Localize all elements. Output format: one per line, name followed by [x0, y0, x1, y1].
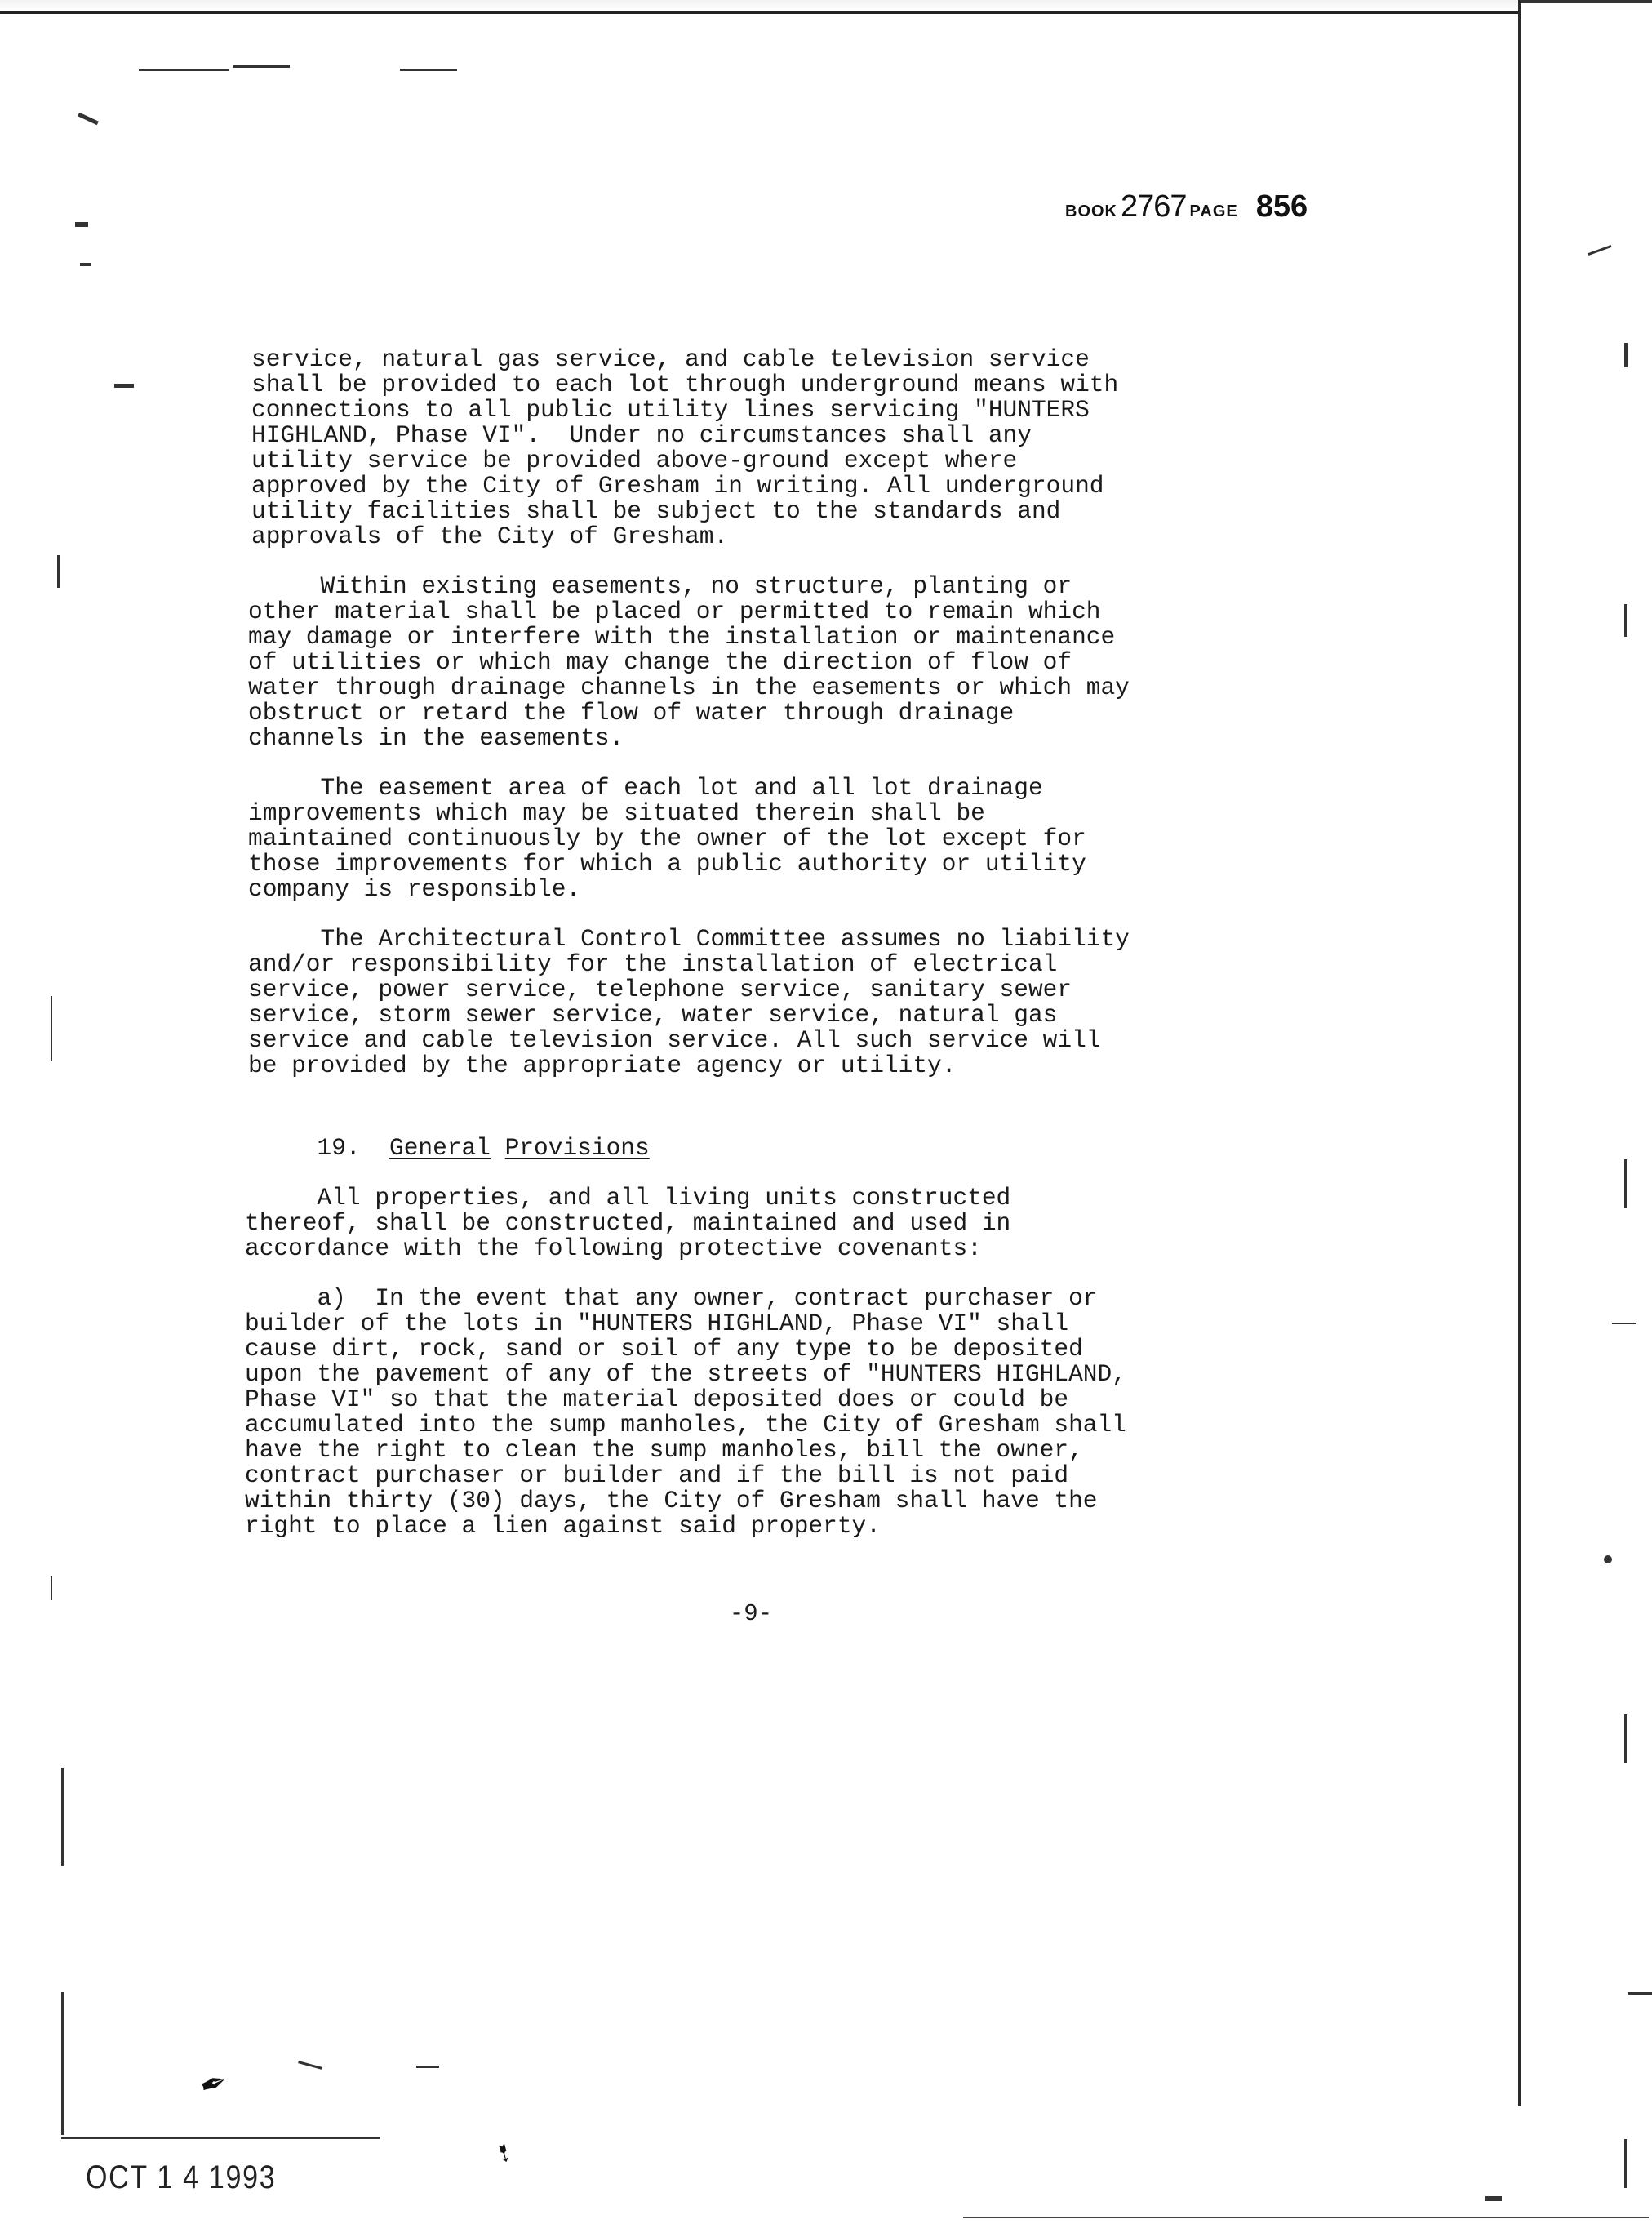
- page-label: PAGE: [1189, 202, 1238, 220]
- scan-border-bottom: [963, 2217, 1649, 2218]
- page-number-footer: -9-: [729, 1600, 773, 1627]
- document-body: [245, 347, 1306, 1563]
- section-title-word-2: Provisions: [504, 1134, 650, 1162]
- section-title-word-1: General: [389, 1134, 491, 1162]
- stamp-underline: [61, 2137, 380, 2139]
- date-stamp: OCT 1 4 1993: [86, 2159, 277, 2195]
- smudge-mark-icon: ➷: [487, 2136, 521, 2171]
- section-number: 19.: [317, 1134, 361, 1162]
- book-label: BOOK: [1065, 202, 1117, 220]
- section-heading: [245, 1136, 1306, 1161]
- paragraph-architectural-committee: The Architectural Control Committee assumes no liability and/or responsibility for the installation of electrical service, power service, telephone service, sanitary sewer service, storm sewer service, water service, natural gas service and cable television service. All such service will be provided by the appropriate agency or utility.: [248, 925, 1130, 1079]
- paragraph-easements: Within existing easements, no structure, planting or other material shall be placed or permitted to remain which may damage or interfere with the installation or maintenance of utilities or which may change the direction of flow of water through drainage channels in the easements or which may obstruct or retard the flow of water through drainage channels in the easements.: [248, 572, 1130, 752]
- scan-border-top: [0, 0, 1518, 14]
- page-number-header: 856: [1255, 189, 1308, 224]
- paragraph-easement-maintenance: The easement area of each lot and all lot drainage improvements which may be situated therein shall be maintained continuously by the owner of the lot except for those improvements for which a public authority or utility company is responsible.: [248, 774, 1086, 903]
- paragraph-protective-covenants: All properties, and all living units constructed thereof, shall be constructed, maintained and used in accordance with the following protective covenants:: [245, 1184, 1011, 1262]
- scan-border-top-right: [1518, 0, 1652, 3]
- paragraph-covenant-a: a) In the event that any owner, contract purchaser or builder of the lots in "HUNTERS HIGHLAND, Phase VI" shall cause dirt, rock, sand or soil of any type to be deposited upon the pavement of any of the streets of "HUNTERS HIGHLAND, Phase VI" so that the material deposited does or could be accumulated into the sump manholes, the City of Gresham shall have the right to clean the sump manholes, bill the owner, contract purchaser or builder and if the bill is not paid within thirty (30) days, the City of Gresham shall have the right to place a lien against said property.: [245, 1284, 1126, 1540]
- scan-border-right: [1518, 0, 1521, 2106]
- pen-mark-icon: ✒: [194, 2061, 233, 2107]
- paragraph-utility-service: service, natural gas service, and cable television service shall be provided to each lot through underground means with connections to all public utility lines servicing "HUNTERS HIGHLAND, Phase VI". Under no circumstances shall any utility service be provided above-ground except where approved by the City of Gresham in writing. All underground utility facilities shall be subject to the standards and approvals of the City of Gresham.: [251, 345, 1119, 550]
- book-page-reference: [1065, 189, 1308, 225]
- book-number: 2767: [1121, 189, 1187, 224]
